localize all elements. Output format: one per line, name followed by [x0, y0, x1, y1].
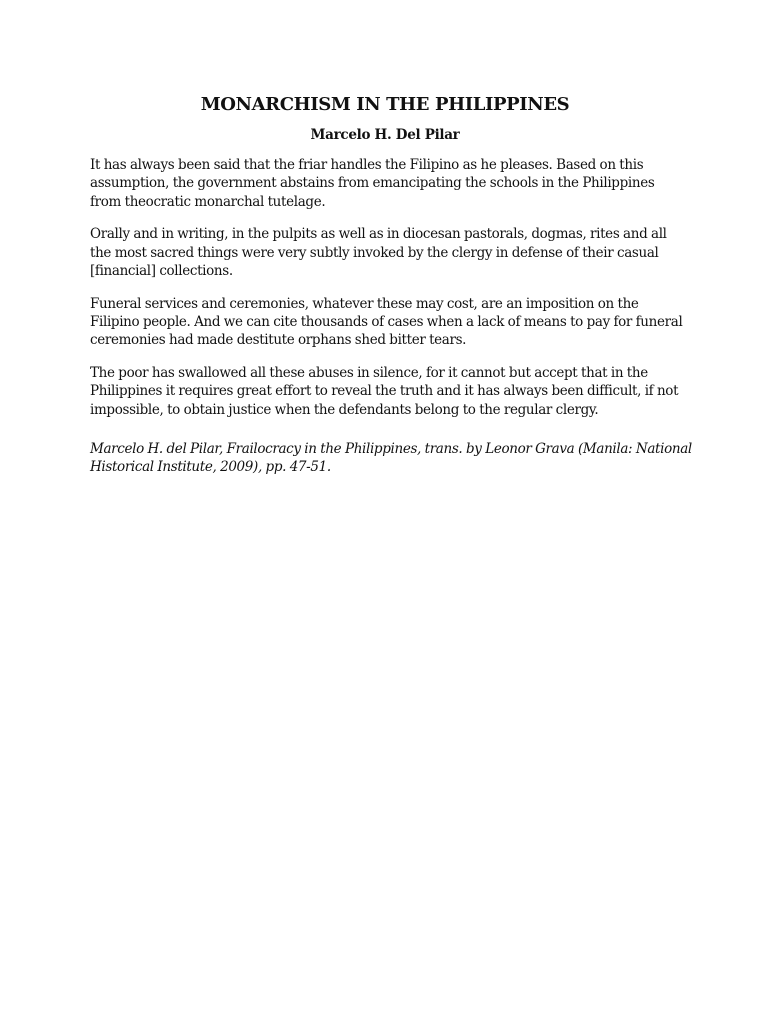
paragraph-line: Orally and in writing, in the pulpits as well as in diocesan pastorals, dogmas, rites and all [90, 226, 667, 243]
paragraph-4 [90, 364, 680, 419]
document-title: MONARCHISM IN THE PHILIPPINES [200, 94, 570, 115]
paragraph-line: from theocratic monarchal tutelage. [90, 193, 326, 210]
paragraph-line: Philippines it requires great effort to reveal the truth and it has always been difficult, if not [90, 383, 679, 400]
paragraph-1 [90, 156, 680, 211]
document-page [90, 93, 692, 476]
document-author: Marcelo H. Del Pilar [310, 127, 460, 143]
citation [90, 441, 692, 476]
paragraph-line: [financial] collections. [90, 262, 233, 279]
citation-line: Historical Institute, 2009), pp. 47-51. [90, 458, 331, 475]
paragraph-line: It has always been said that the friar handles the Filipino as he pleases. Based on this [90, 157, 644, 173]
paragraph-line: assumption, the government abstains from emancipating the schools in the Philippines [90, 175, 655, 192]
paragraph-2 [90, 225, 680, 280]
paragraph-line: Filipino people. And we can cite thousands of cases when a lack of means to pay for funeral [90, 314, 683, 331]
paragraph-3 [90, 295, 683, 350]
paragraph-line: the most sacred things were very subtly invoked by the clergy in defense of their casual [90, 244, 659, 261]
paragraph-line: impossible, to obtain justice when the defendants belong to the regular clergy. [90, 401, 599, 418]
paragraph-line: Funeral services and ceremonies, whatever these may cost, are an imposition on the [90, 295, 639, 312]
paragraph-line: The poor has swallowed all these abuses in silence, for it cannot but accept that in the [90, 365, 648, 382]
paragraph-line: ceremonies had made destitute orphans shed bitter tears. [90, 332, 467, 349]
citation-line: Marcelo H. del Pilar, Frailocracy in the Philippines, trans. by Leonor Grava (Manila: National [90, 441, 692, 458]
